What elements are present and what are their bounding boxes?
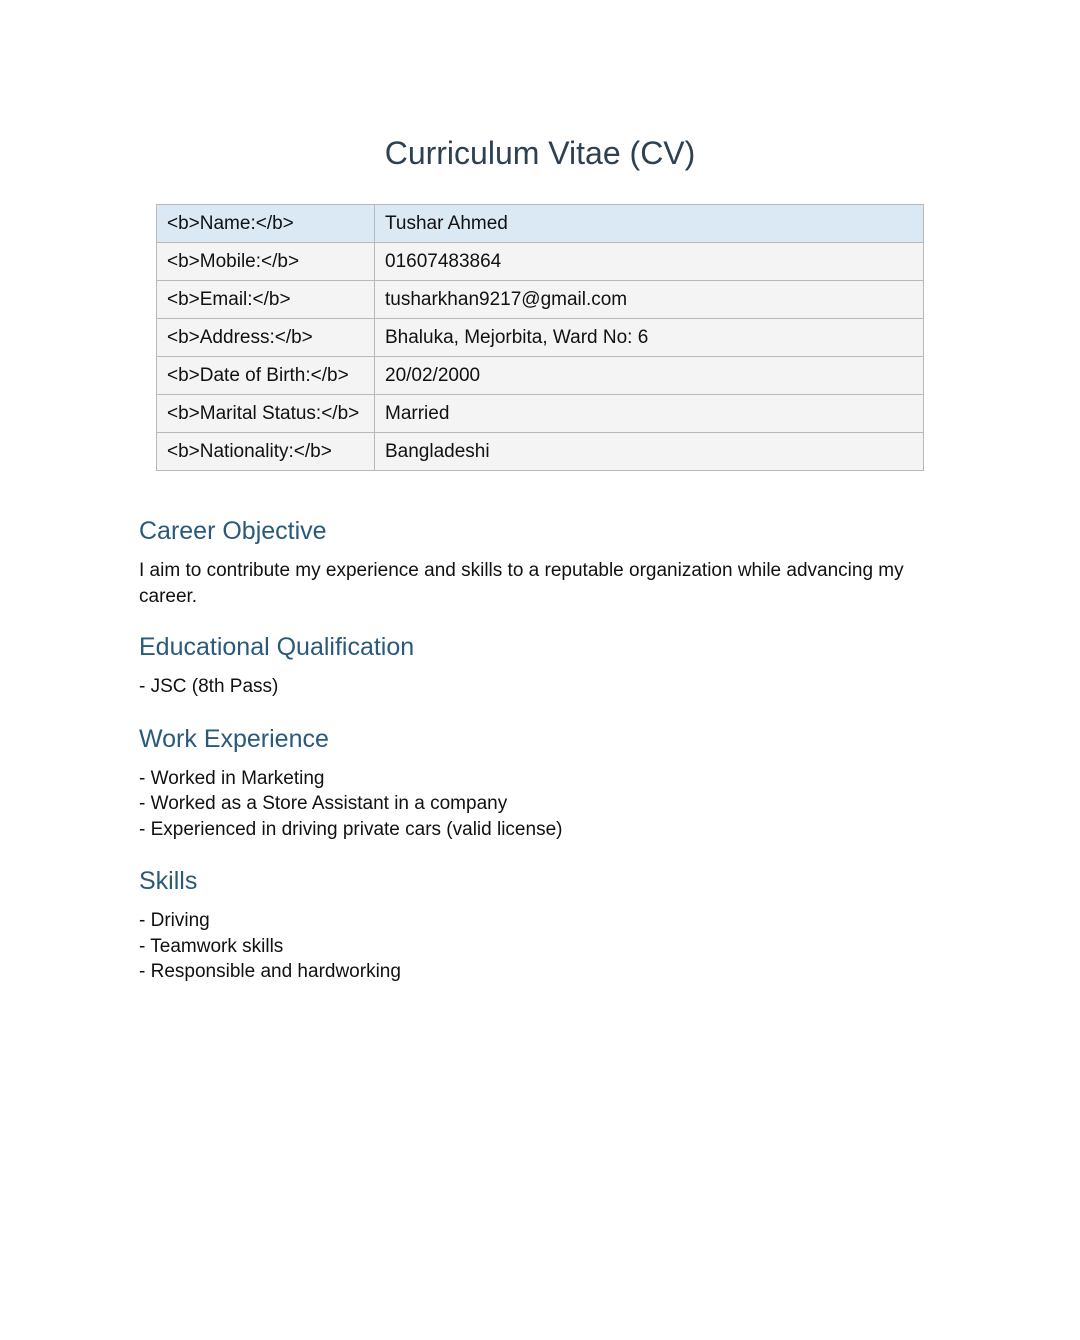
table-row xyxy=(157,395,924,433)
table-row xyxy=(157,281,924,319)
section-heading: Career Objective xyxy=(139,517,327,545)
table-row xyxy=(157,357,924,395)
list-item: - Driving xyxy=(139,908,929,934)
page-title: Curriculum Vitae (CV) xyxy=(384,135,696,171)
list-item: - Worked in Marketing xyxy=(139,766,929,792)
section-heading: Work Experience xyxy=(139,724,329,753)
info-label: <b>Date of Birth:</b> xyxy=(157,357,375,395)
info-label: <b>Nationality:</b> xyxy=(157,433,375,471)
info-value: Bhaluka, Mejorbita, Ward No: 6 xyxy=(375,319,924,357)
table-row xyxy=(157,243,924,281)
section-heading: Skills xyxy=(139,867,198,895)
info-value: Married xyxy=(375,395,924,433)
list-item: - Teamwork skills xyxy=(139,934,929,960)
skills-section xyxy=(139,864,929,985)
work-experience-section xyxy=(139,722,929,843)
education-section xyxy=(139,630,929,700)
info-label: <b>Mobile:</b> xyxy=(157,243,375,281)
info-value: tusharkhan9217@gmail.com xyxy=(375,281,924,319)
list-item: - JSC (8th Pass) xyxy=(139,674,929,700)
info-value: Bangladeshi xyxy=(375,433,924,471)
table-row xyxy=(157,205,924,243)
table-row xyxy=(157,433,924,471)
education-list xyxy=(139,674,929,700)
table-row xyxy=(157,319,924,357)
list-item: - Worked as a Store Assistant in a company xyxy=(139,791,929,817)
info-label: <b>Name:</b> xyxy=(157,205,375,243)
career-objective-section xyxy=(139,514,929,610)
list-item: - Responsible and hardworking xyxy=(139,959,929,985)
personal-info-table xyxy=(156,204,924,471)
info-value: Tushar Ahmed xyxy=(375,205,924,243)
info-label: <b>Marital Status:</b> xyxy=(157,395,375,433)
info-value: 01607483864 xyxy=(375,243,924,281)
section-heading: Educational Qualification xyxy=(139,633,415,661)
work-experience-list xyxy=(139,766,929,843)
career-objective-text: I aim to contribute my experience and skills to a reputable organization while advancing my career. xyxy=(139,560,904,607)
info-label: <b>Address:</b> xyxy=(157,319,375,357)
skills-list xyxy=(139,908,929,985)
list-item: - Experienced in driving private cars (valid license) xyxy=(139,817,929,843)
info-label: <b>Email:</b> xyxy=(157,281,375,319)
info-value: 20/02/2000 xyxy=(375,357,924,395)
cv-body xyxy=(139,514,929,1007)
